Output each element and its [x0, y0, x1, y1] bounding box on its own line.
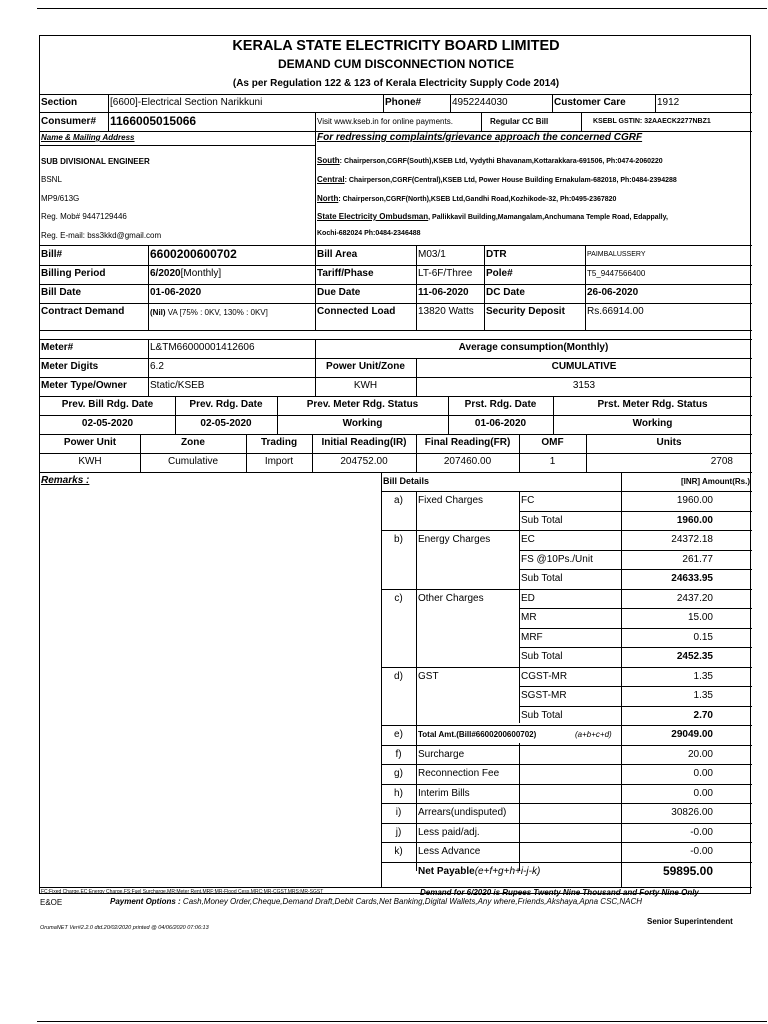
- bill-row-code: FC: [521, 495, 535, 506]
- regular-bill-label: Regular CC Bill: [490, 117, 549, 126]
- initial-reading-header: Initial Reading(IR): [321, 437, 407, 448]
- row-divider: [381, 823, 752, 824]
- charge-row-amount: 0.00: [693, 768, 713, 779]
- tariff-label: Tariff/Phase: [317, 268, 374, 279]
- address-line-1: SUB DIVISIONAL ENGINEER: [41, 157, 150, 166]
- row-divider: [519, 647, 752, 648]
- cgrf-north-text: : Chairperson,CGRF(North),KSEB Ltd,Gandhi Road,Kozhikode-32, Ph:0495-2367820: [338, 196, 617, 203]
- sub-total-label: Sub Total: [521, 651, 563, 662]
- bill-row-index: c): [394, 592, 403, 604]
- charge-row-amount: 20.00: [687, 748, 713, 760]
- sub-total-amount: 1960.00: [676, 514, 713, 526]
- bill-area-value: M03/1: [418, 249, 446, 260]
- prst-meter-status-header: Prst. Meter Rdg. Status: [597, 399, 708, 410]
- prev-bill-rdg-date-header: Prev. Bill Rdg. Date: [61, 399, 154, 410]
- meter-type-label: Meter Type/Owner: [41, 380, 127, 391]
- dc-date-value: 26-06-2020: [587, 287, 639, 298]
- contract-demand-label: Contract Demand: [41, 306, 125, 317]
- net-payable-formula: (e+f+g+h+i-j-k): [474, 865, 541, 877]
- zone-value: Cumulative: [167, 456, 219, 467]
- power-zone-label: Power Unit/Zone: [326, 361, 405, 372]
- row-divider: [381, 589, 752, 590]
- demand-in-words: Demand for 6/2020 is Rupees Twenty Nine Thousand and Forty Nine Only: [420, 888, 699, 897]
- bill-row-description: Energy Charges: [418, 534, 491, 545]
- dc-date-label: DC Date: [486, 287, 525, 298]
- prev-rdg-date-header: Prev. Rdg. Date: [189, 399, 263, 410]
- payment-options-text: Cash,Money Order,Cheque,Demand Draft,Debit Cards,Net Banking,Digital Wallets,Any where,Friends,Akshaya,Apna CSC,NACH: [180, 897, 643, 906]
- row-divider: [381, 842, 752, 843]
- consumer-label: Consumer#: [41, 116, 97, 127]
- bill-row-index: d): [394, 670, 403, 682]
- row-divider: [381, 764, 752, 765]
- due-date-label: Due Date: [317, 287, 361, 298]
- online-payment-note: Visit www.kseb.in for online payments.: [317, 117, 453, 126]
- row-divider: [519, 569, 752, 570]
- section-value: [6600]-Electrical Section Narikkuni: [110, 97, 263, 108]
- dtr-value: PAIMBALUSSERY: [587, 251, 646, 258]
- row-divider: [519, 608, 752, 609]
- pole-value: T5_9447566400: [587, 269, 646, 278]
- row-divider: [381, 745, 752, 746]
- dtr-label: DTR: [486, 249, 507, 260]
- row-divider: [519, 706, 752, 707]
- cgrf-central-text: : Chairperson,CGRF(Central),KSEB Ltd, Power House Building Ernakulam-682018, Ph:0484-2394288: [344, 177, 677, 184]
- connected-load-value: 13820 Watts: [418, 306, 474, 317]
- notice-subtitle: DEMAND CUM DISCONNECTION NOTICE: [278, 57, 514, 71]
- charge-row-description: Arrears(undisputed): [418, 807, 507, 818]
- abbreviations: FC:Fixed Charge,EC:Energy Charge,FS:Fuel Surcharge,MR:Meter Rent,MRF:MR-Flood Cess,MRC:MR-CGST,MRS:MR-SGST: [41, 889, 324, 895]
- cgrf-heading: For redressing complaints/grievance approach the concerned CGRF: [317, 132, 643, 143]
- bill-row-code: SGST-MR: [521, 690, 567, 701]
- signature-label: Senior Superintendent: [647, 917, 733, 926]
- meter-number: L&TM66000001412606: [150, 342, 255, 353]
- bill-row-description: Other Charges: [418, 592, 484, 604]
- bill-date-label: Bill Date: [41, 287, 82, 298]
- meter-digits-value: 6.2: [150, 361, 164, 372]
- prst-rdg-date: 01-06-2020: [474, 418, 527, 429]
- bill-row-amount: 2437.20: [676, 592, 713, 604]
- meter-label: Meter#: [41, 342, 74, 353]
- cumulative-label: CUMULATIVE: [551, 361, 617, 372]
- bill-number: 6600200600702: [150, 247, 237, 261]
- row-divider: [381, 784, 752, 785]
- billing-period-suffix: [Monthly]: [180, 268, 222, 279]
- bill-details-label: Bill Details: [383, 476, 430, 486]
- bill-row-amount: 15.00: [687, 612, 713, 623]
- power-unit-kwh: KWH: [353, 380, 378, 391]
- avg-consumption-label: Average consumption(Monthly): [458, 342, 609, 353]
- bill-area-label: Bill Area: [317, 249, 358, 260]
- bill-row-code: FS @10Ps./Unit: [521, 553, 593, 565]
- sub-total-label: Sub Total: [521, 709, 563, 721]
- bill-row-code: MR: [521, 612, 537, 623]
- charge-row-index: j): [395, 826, 402, 838]
- total-row-description: Total Amt.(Bill#6600200600702): [418, 730, 537, 739]
- cgrf-north: [317, 194, 616, 204]
- regulation-note: (As per Regulation 122 & 123 of Kerala Electricity Supply Code 2014): [232, 78, 560, 89]
- net-payable-text: Net Payable: [418, 865, 475, 877]
- connected-load-label: Connected Load: [317, 306, 396, 317]
- bill-date-value: 01-06-2020: [150, 287, 202, 298]
- row-divider: [519, 550, 752, 551]
- charge-row-description: Reconnection Fee: [418, 768, 500, 779]
- meter-digits-label: Meter Digits: [41, 361, 99, 372]
- charge-row-index: f): [395, 748, 402, 760]
- contract-demand: [150, 308, 268, 318]
- total-row-index: e): [394, 729, 403, 740]
- sub-total-label: Sub Total: [521, 573, 563, 584]
- charge-row-index: g): [394, 768, 403, 779]
- charge-row-amount: -0.00: [690, 826, 713, 838]
- page-title: KERALA STATE ELECTRICITY BOARD LIMITED: [232, 38, 560, 54]
- zone-header: Zone: [181, 437, 205, 448]
- consumer-number: 1166005015066: [110, 114, 197, 128]
- bill-row-amount: 261.77: [682, 553, 713, 565]
- row-divider: [519, 628, 752, 629]
- final-reading-value: 207460.00: [443, 456, 492, 467]
- registered-email: Reg. E-mail: bss3kkd@gmail.com: [41, 231, 162, 240]
- sub-total-label: Sub Total: [521, 514, 563, 526]
- bill-row-amount: 24372.18: [671, 534, 713, 545]
- bill-row-amount: 1.35: [693, 670, 713, 682]
- cgrf-south-label: South: [317, 156, 340, 165]
- charge-row-amount: 0.00: [693, 787, 713, 799]
- charge-row-description: Surcharge: [418, 748, 465, 760]
- bill-sheet: [39, 35, 751, 897]
- trading-header: Trading: [260, 437, 298, 448]
- ombudsman-label: State Electricity Ombudsman: [317, 212, 429, 221]
- row-divider: [381, 530, 752, 531]
- bill-row-description: Fixed Charges: [418, 495, 484, 506]
- address-line-2: BSNL: [41, 175, 62, 184]
- avg-consumption-value: 3153: [572, 380, 596, 391]
- bill-row-description: GST: [418, 670, 439, 682]
- sub-total-amount: 24633.95: [671, 573, 713, 584]
- total-row-formula: (a+b+c+d): [575, 730, 612, 739]
- bottom-rule: [37, 1021, 767, 1022]
- sub-total-amount: 2.70: [693, 709, 713, 721]
- charge-row-description: Less paid/adj.: [418, 826, 480, 838]
- charge-row-description: Interim Bills: [418, 787, 470, 799]
- final-reading-header: Final Reading(FR): [424, 437, 511, 448]
- ombudsman: [317, 212, 668, 222]
- phone-label: Phone#: [385, 97, 422, 108]
- cgrf-south-text: : Chairperson,CGRF(South),KSEB Ltd, Vydythi Bhavanam,Kottarakkara-691506, Ph:0474-2060220: [339, 158, 663, 165]
- payment-options: [110, 897, 642, 907]
- tariff-value: LT-6F/Three: [418, 268, 473, 279]
- power-unit-value: KWH: [78, 456, 102, 467]
- ombudsman-address-line2: Kochi-682024 Ph:0484-2346488: [317, 230, 421, 237]
- row-divider: [519, 511, 752, 512]
- bill-row-amount: 0.15: [693, 631, 713, 643]
- row-divider: [519, 686, 752, 687]
- trading-value: Import: [264, 456, 294, 467]
- gstin: KSEBL GSTIN: 32AAECK2277NBZ1: [593, 118, 711, 125]
- prev-bill-rdg-date: 02-05-2020: [81, 418, 134, 429]
- billing-period-value: 6/2020: [150, 268, 181, 279]
- row-divider: [381, 667, 752, 668]
- omf-header: OMF: [541, 437, 564, 448]
- prst-meter-status: Working: [632, 418, 673, 429]
- bill-row-amount: 1960.00: [676, 495, 713, 506]
- cgrf-central-label: Central: [317, 175, 345, 184]
- bill-row-index: a): [394, 495, 403, 506]
- top-rule: [37, 8, 767, 9]
- security-deposit-label: Security Deposit: [486, 306, 565, 317]
- bill-row-code: CGST-MR: [521, 670, 568, 682]
- billing-period-label: Billing Period: [41, 268, 106, 279]
- prev-meter-status-header: Prev. Meter Rdg. Status: [306, 399, 419, 410]
- prev-meter-status: Working: [342, 418, 383, 429]
- eoe-label: E&OE: [40, 898, 63, 907]
- bill-row-index: b): [394, 534, 403, 545]
- bill-row-code: ED: [521, 592, 535, 604]
- prev-rdg-date: 02-05-2020: [200, 418, 252, 429]
- meter-type-value: Static/KSEB: [150, 380, 205, 391]
- due-date-value: 11-06-2020: [418, 287, 469, 298]
- cgrf-south: [317, 156, 663, 166]
- charge-row-index: k): [394, 846, 403, 857]
- bill-number-label: Bill#: [41, 249, 63, 260]
- bill-row-amount: 1.35: [693, 690, 713, 701]
- billing-period: [150, 268, 221, 280]
- bill-row-code: EC: [521, 534, 535, 545]
- charge-row-description: Less Advance: [418, 846, 481, 857]
- customer-care-value: 1912: [657, 97, 680, 108]
- net-payable-amount: 59895.00: [662, 863, 713, 878]
- contract-demand-nil: (Nil): [150, 308, 166, 317]
- cgrf-north-label: North: [317, 194, 339, 203]
- section-label: Section: [41, 97, 78, 108]
- charge-row-index: h): [394, 787, 403, 799]
- security-deposit-value: Rs.66914.00: [587, 306, 644, 317]
- units-value: 2708: [710, 456, 733, 467]
- charge-row-amount: 30826.00: [671, 807, 713, 818]
- charge-row-amount: -0.00: [690, 846, 713, 857]
- row-divider: [381, 725, 752, 726]
- phone-value: 4952244030: [452, 97, 508, 108]
- total-row-amount: 29049.00: [671, 729, 713, 740]
- address-line-3: MP9/613G: [41, 194, 80, 203]
- charge-row-index: i): [395, 807, 402, 818]
- net-payable-label: [418, 866, 540, 878]
- row-divider: [381, 803, 752, 804]
- payment-options-label: Payment Options :: [110, 897, 181, 906]
- bill-row-code: MRF: [521, 631, 543, 643]
- units-header: Units: [656, 437, 682, 448]
- initial-reading-value: 204752.00: [340, 456, 388, 467]
- contract-demand-value: VA [75% : 0KV, 130% : 0KV]: [165, 308, 268, 317]
- registered-mobile: Reg. Mob# 9447129446: [41, 212, 127, 221]
- address-label: Name & Mailing Address: [41, 133, 135, 142]
- prst-rdg-date-header: Prst. Rdg. Date: [464, 399, 537, 410]
- amount-header: [INR] Amount(Rs.): [680, 477, 750, 486]
- sub-total-amount: 2452.35: [676, 651, 713, 662]
- ombudsman-text: , Pallikkavil Building,Mamangalam,Anchumana Temple Road, Edappally,: [428, 214, 668, 221]
- remarks-label: Remarks :: [41, 475, 90, 486]
- omf-value: 1: [549, 456, 556, 467]
- row-divider: [381, 862, 752, 863]
- customer-care-label: Customer Care: [554, 97, 626, 108]
- printed-stamp: OrumaNET Ver#2.2.0 dtd.20/02/2020 printed @ 04/06/2020 07:06:13: [40, 925, 209, 931]
- cgrf-central: [317, 175, 677, 185]
- power-unit-header: Power Unit: [63, 437, 117, 448]
- pole-label: Pole#: [486, 268, 513, 279]
